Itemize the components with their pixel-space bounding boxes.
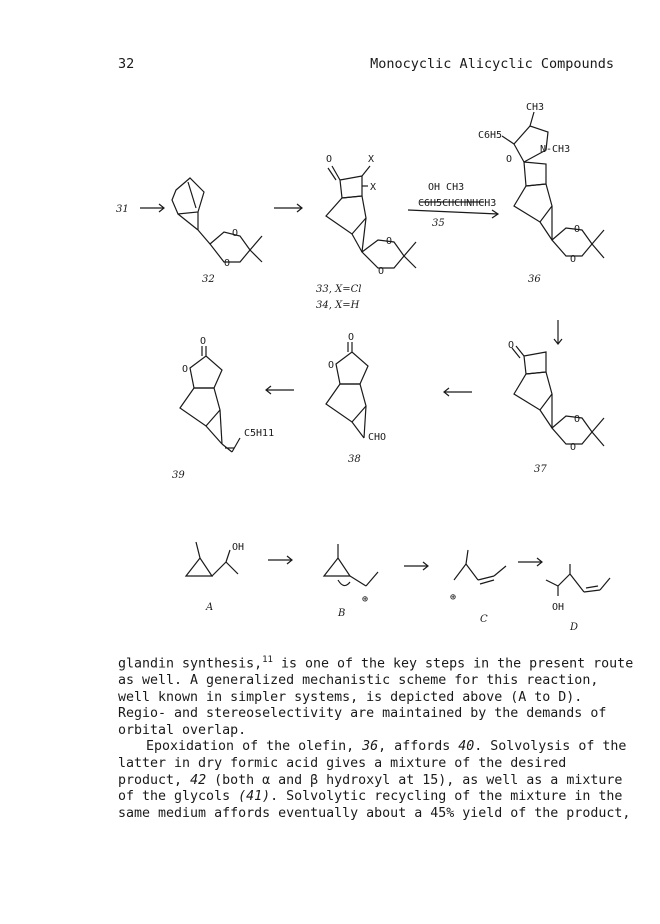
- label-32: 32: [202, 274, 215, 285]
- atom-o: O: [224, 258, 231, 269]
- label-a: A: [206, 602, 214, 613]
- body-text: [118, 652, 638, 822]
- atom-o: O: [574, 414, 581, 425]
- page-number: 32: [118, 56, 135, 72]
- atom-oh: OH: [232, 542, 245, 553]
- atom-cho: CHO: [368, 432, 387, 443]
- paragraph-1: glandin synthesis,$^{11}$ is one of the key steps in the present route as well. A generalized mechanistic scheme for this reaction, well known in simpler systems, is depicted above (A to D). Regio- and stereoselectivity are maintained by the demands of orbital overlap.: [118, 655, 634, 738]
- label-c: C: [480, 614, 488, 625]
- atom-o: O: [348, 332, 355, 343]
- atom-o: O: [506, 154, 513, 165]
- atom-c5h11: C5H11: [244, 428, 275, 439]
- reagent-top: OH CH3: [428, 182, 465, 193]
- atom-nch3: N-CH3: [540, 144, 571, 155]
- label-36: 36: [528, 274, 541, 285]
- atom-o: O: [182, 364, 189, 375]
- label-39: 39: [172, 470, 185, 481]
- atom-x: X: [370, 182, 377, 193]
- label-31: 31: [116, 204, 129, 215]
- running-title: Monocyclic Alicyclic Compounds: [370, 56, 614, 72]
- label-35: 35: [432, 218, 445, 229]
- atom-o: O: [378, 266, 385, 277]
- label-b: B: [338, 608, 346, 619]
- atom-ch3: CH3: [526, 102, 545, 113]
- atom-o: O: [232, 228, 239, 239]
- atom-x: X: [368, 154, 375, 165]
- atom-o: O: [328, 360, 335, 371]
- reagent-bottom: C6H5CHCHNHCH3: [418, 198, 497, 209]
- label-33: 33, X=Cl: [316, 284, 362, 295]
- atom-plus: ⊕: [450, 592, 457, 603]
- label-37: 37: [534, 464, 547, 475]
- atom-o: O: [570, 254, 577, 265]
- atom-o: O: [570, 442, 577, 453]
- atom-plus: ⊕: [362, 594, 369, 605]
- atom-c6h5: C6H5: [478, 130, 503, 141]
- label-d: D: [570, 622, 579, 633]
- atom-oh: OH: [552, 602, 565, 613]
- atom-o: O: [508, 340, 515, 351]
- paragraph-2: Epoxidation of the olefin, 36, affords 40. Solvolysis of the latter in dry formic acid gives a mixture of the desired product, 42 (both α and β hydroxyl at 15), as well as a mixture of the glycols (41). Solvolytic recycling of the mixture in the same medium affords eventually about a 45% yield of the product,: [118, 739, 631, 821]
- atom-o: O: [200, 336, 207, 347]
- label-34: 34, X=H: [316, 300, 360, 311]
- atom-o: O: [326, 154, 333, 165]
- label-38: 38: [348, 454, 361, 465]
- atom-o: O: [386, 236, 393, 247]
- atom-o: O: [574, 224, 581, 235]
